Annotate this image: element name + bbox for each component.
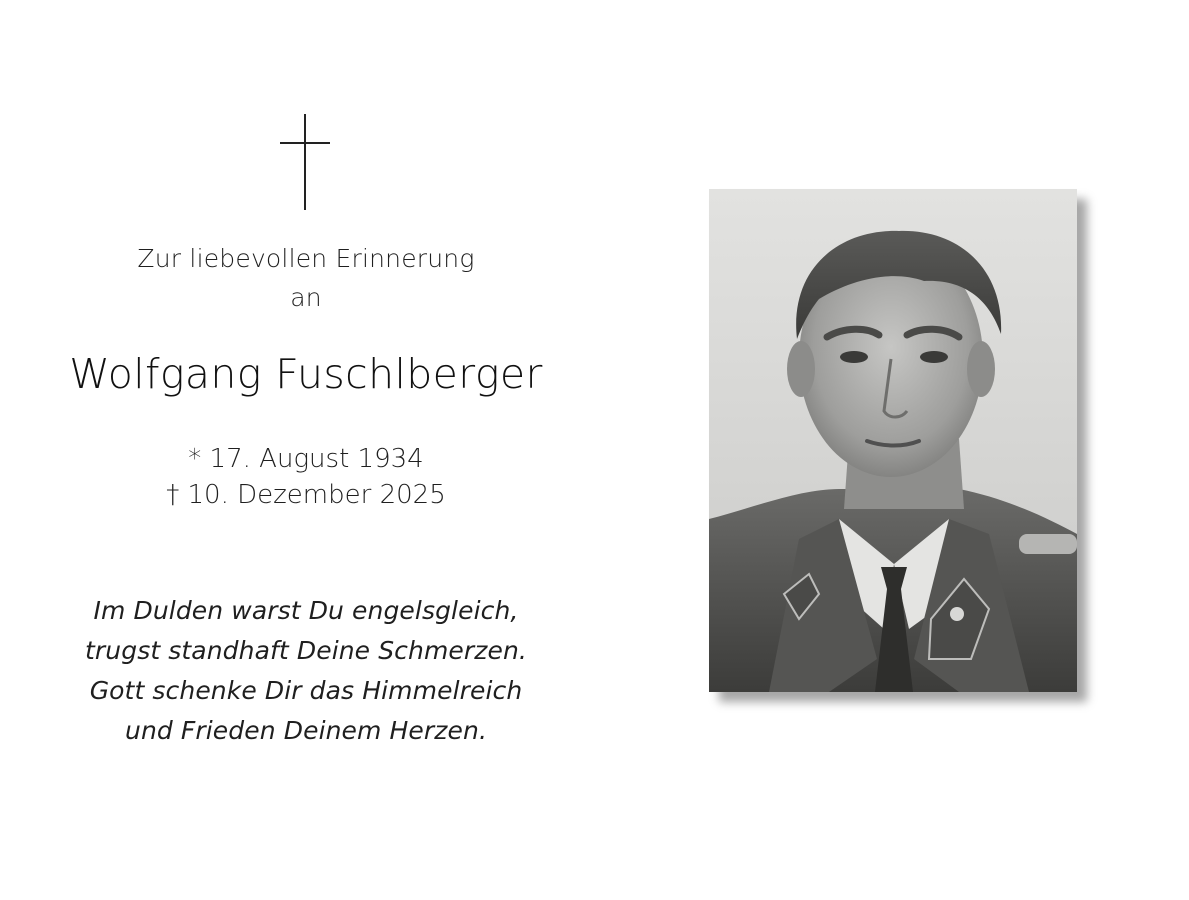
verse-line: trugst standhaft Deine Schmerzen. [85,636,527,665]
deceased-name: Wolfgang Fuschlberger [69,350,543,398]
cross-icon [280,114,332,212]
birth-date: * 17. August 1934 [188,444,424,474]
verse-line: und Frieden Deinem Herzen. [125,716,487,745]
verse-line: Im Dulden warst Du engelsgleich, [93,596,519,625]
verse-line: Gott schenke Dir das Himmelreich [89,676,523,705]
death-date: † 10. Dezember 2025 [166,480,446,510]
intro-line: Zur liebevollen Erinnerung [137,244,475,273]
intro-line-an: an [290,283,322,312]
portrait-photo [709,189,1077,692]
